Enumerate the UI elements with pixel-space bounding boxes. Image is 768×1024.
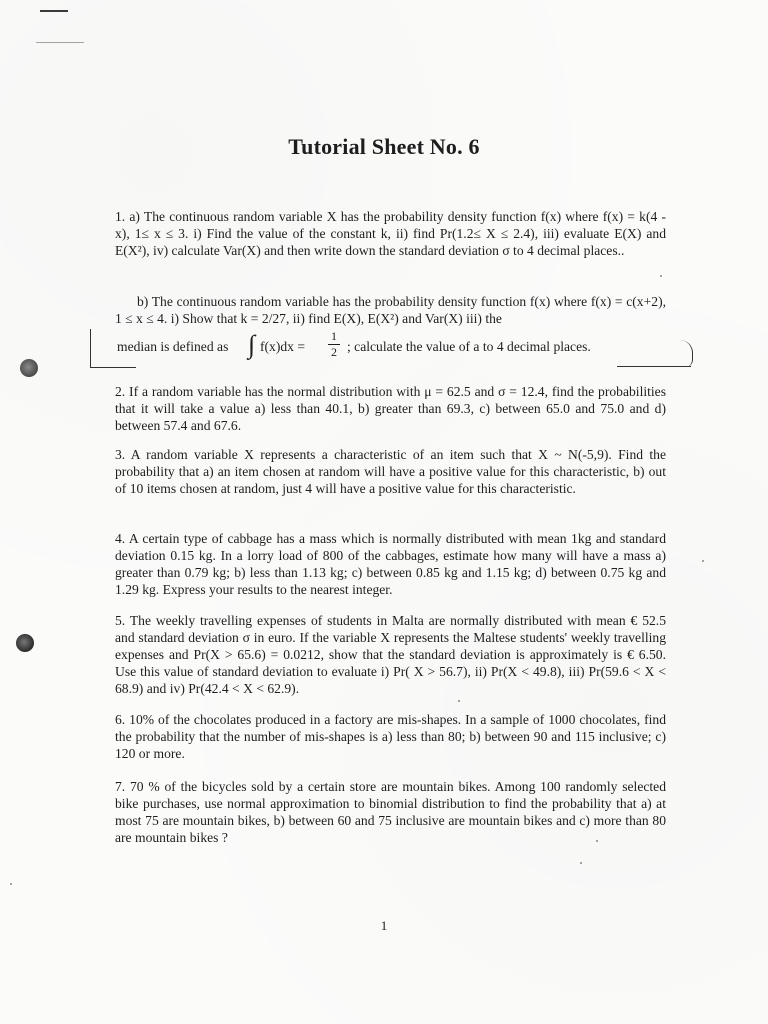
scan-speck — [458, 700, 460, 702]
question-1a — [115, 208, 666, 259]
handwritten-bracket-right — [680, 340, 693, 367]
median-prefix: median is defined as — [117, 339, 229, 354]
question-1b-median-line — [115, 330, 675, 366]
scan-speck — [660, 275, 662, 277]
scan-mark — [36, 42, 84, 43]
median-suffix: ; calculate the value of a to 4 decimal places. — [347, 339, 591, 354]
scan-speck — [596, 840, 598, 842]
handwritten-bracket-left — [90, 329, 136, 368]
question-7 — [115, 778, 666, 846]
scan-speck — [702, 560, 704, 562]
question-1b — [115, 293, 666, 327]
page-title: Tutorial Sheet No. 6 — [288, 134, 480, 159]
question-5-text: 5. The weekly travelling expenses of students in Malta are normally distributed with mean € 52.5 and standard deviation σ in euro. If the variable X represents the Maltese students' weekly travelling expenses and Pr(X > 65.6) = 0.0212, show that the standard deviation is approximately is € 6.50. Use this value of standard deviation to evaluate i) Pr( X > 56.7), ii) Pr(X < 49.8), iii) Pr(59.6 < X < 68.9) and iv) Pr(42.4 < X < 62.9). — [115, 613, 666, 696]
question-7-text: 7. 70 % of the bicycles sold by a certain store are mountain bikes. Among 100 randomly selected bike purchases, use normal approximation to binomial distribution to find the probability that a) at most 75 are mountain bikes, b) between 60 and 75 inclusive are mountain bikes and c) more than 80 are mountain bikes ? — [115, 779, 666, 845]
question-1a-text: 1. a) The continuous random variable X has the probability density function f(x) where f(x) = k(4 - x), 1≤ x ≤ 3. i) Find the value of the constant k, ii) find Pr(1.2≤ X ≤ 2.4), iii) evaluate E(X) and E(X²), iv) calculate Var(X) and then write down the standard deviation σ to 4 decimal places.. — [115, 209, 666, 258]
question-2 — [115, 383, 666, 434]
question-4-text: 4. A certain type of cabbage has a mass which is normally distributed with mean 1kg and standard deviation 0.15 kg. In a lorry load of 800 of the cabbages, estimate how many will have a mass a) greater than 0.79 kg; b) less than 1.13 kg; c) between 0.85 kg and 1.15 kg; d) between 0.75 kg and 1.29 kg. Express your results to the nearest integer. — [115, 531, 666, 597]
scan-mark — [40, 10, 68, 12]
punch-hole — [20, 359, 38, 377]
scan-speck — [10, 883, 12, 885]
page-number: 1 — [380, 918, 388, 933]
integral-sign: ∫ — [248, 330, 256, 359]
question-3 — [115, 446, 666, 497]
question-1b-text: b) The continuous random variable has the probability density function f(x) where f(x) = c(x+2), 1 ≤ x ≤ 4. i) Show that k = 2/27, ii) find E(X), E(X²) and Var(X) iii) the — [115, 294, 666, 326]
question-6 — [115, 711, 666, 762]
question-3-text: 3. A random variable X represents a characteristic of an item such that X ~ N(-5,9). Find the probability that a) an item chosen at random will have a positive value for this characteristic, b) out of 10 items chosen at random, just 4 will have a positive value for this characteristic. — [115, 447, 666, 496]
scan-speck — [580, 862, 582, 864]
fraction-one-half — [328, 330, 340, 359]
question-2-text: 2. If a random variable has the normal distribution with μ = 62.5 and σ = 12.4, find the probabilities that it will take a value a) less than 40.1, b) greater than 69.3, c) between 65.0 and 75.0 and d) between 57.4 and 67.6. — [115, 384, 666, 433]
integrand: f(x)dx = — [260, 339, 306, 354]
question-5 — [115, 612, 666, 697]
question-6-text: 6. 10% of the chocolates produced in a factory are mis-shapes. In a sample of 1000 chocolates, find the probability that the number of mis-shapes is a) less than 80; b) between 90 and 115 inclusive; c) 120 or more. — [115, 712, 666, 761]
fraction-denominator: 2 — [331, 345, 337, 359]
question-4 — [115, 530, 666, 598]
fraction-numerator: 1 — [331, 329, 337, 343]
punch-hole — [16, 634, 34, 652]
